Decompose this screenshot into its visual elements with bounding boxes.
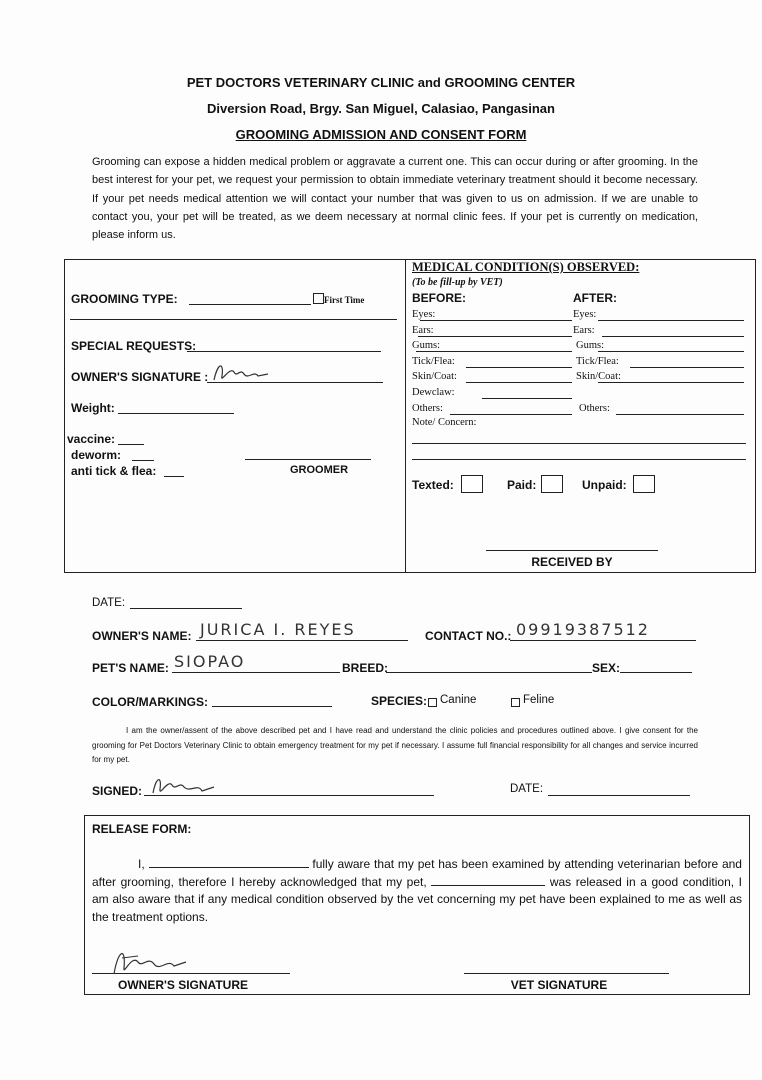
before-item-label: Skin/Coat: xyxy=(412,371,457,383)
before-item-label: Eyes: xyxy=(412,309,436,320)
before-item-field[interactable] xyxy=(418,336,572,337)
intro-paragraph: Grooming can expose a hidden medical problem or aggravate a current one. This can occur during or after grooming. In the best interest for your pet, we request your permission to obtain immediate veterinary treatment should it become necessary. If your pet needs medical attention we will contact your number that was given to us on admission. If we are unable to contact you, your pet will be treated, as we deem necessary at normal clinic fees. If your pet is currently on medication, please inform us. xyxy=(92,156,698,242)
after-item-field[interactable] xyxy=(598,320,744,321)
vaccine-label: vaccine: xyxy=(67,432,116,446)
before-item-field[interactable] xyxy=(450,414,572,415)
panel-divider xyxy=(405,259,406,572)
before-item-field[interactable] xyxy=(466,382,572,383)
before-item-field[interactable] xyxy=(466,367,572,368)
grooming-type-label: GROOMING TYPE: xyxy=(71,292,178,306)
owners-signature-label: OWNER'S SIGNATURE : xyxy=(71,370,209,384)
breed-label: BREED: xyxy=(342,661,389,675)
vet-signature-label: VET SIGNATURE xyxy=(510,978,608,992)
form-title: GROOMING ADMISSION AND CONSENT FORM xyxy=(235,127,527,142)
paid-checkbox[interactable] xyxy=(541,475,563,493)
owner-signature-scribble xyxy=(210,358,272,386)
signed-date-label: DATE: xyxy=(510,783,544,795)
admission-box xyxy=(64,259,756,573)
unpaid-checkbox[interactable] xyxy=(633,475,655,493)
sex-field[interactable] xyxy=(620,672,692,673)
clinic-name: PET DOCTORS VETERINARY CLINIC and GROOMING CENTER xyxy=(186,75,576,90)
received-by-label: RECEIVED BY xyxy=(531,555,613,569)
release-owner-scribble xyxy=(108,944,188,980)
contact-field[interactable] xyxy=(510,640,696,641)
note-concern-label: Note/ Concern: xyxy=(412,417,477,428)
vet-signature-line[interactable] xyxy=(464,973,669,974)
anti-tick-field[interactable] xyxy=(164,476,184,477)
species-label: SPECIES: xyxy=(371,694,428,708)
before-item-field[interactable] xyxy=(416,351,572,352)
after-heading: AFTER: xyxy=(573,291,617,305)
groomer-label: GROOMER xyxy=(289,464,349,476)
sex-label: SEX: xyxy=(592,661,621,675)
release-text-c: was released in a good condition, I am also aware that if any medical condition observed by the vet concerning my pet have been explained to me as well as the treatment options. xyxy=(92,874,742,924)
canine-label: Canine xyxy=(440,694,477,706)
unpaid-label: Unpaid: xyxy=(582,478,627,492)
consent-line-2: I give consent for the grooming for Pet Doctors Veterinary Clinic to obtain emergency treatment for my pet if necessary. I assume full financial responsibility for all changes and service incurred for my pet. xyxy=(92,726,699,764)
breed-field[interactable] xyxy=(386,672,592,673)
consent-paragraph xyxy=(92,724,698,768)
color-markings-field[interactable] xyxy=(212,706,332,707)
before-item-label: Gums: xyxy=(412,340,441,352)
medical-subtitle: (To be fill-up by VET) xyxy=(412,277,503,288)
after-item-label: Tick/Flea: xyxy=(576,355,619,367)
feline-label: Feline xyxy=(523,694,555,706)
owner-name-field[interactable] xyxy=(196,640,408,641)
grooming-type-line-2[interactable] xyxy=(70,319,397,320)
canine-checkbox[interactable] xyxy=(428,698,437,707)
after-item-label: Gums: xyxy=(576,340,605,352)
first-time-label: First Time xyxy=(324,295,365,305)
before-heading: BEFORE: xyxy=(412,291,466,305)
deworm-field[interactable] xyxy=(132,460,154,461)
texted-checkbox[interactable] xyxy=(461,475,483,493)
weight-label: Weight: xyxy=(71,401,115,415)
color-markings-label: COLOR/MARKINGS: xyxy=(92,695,208,709)
groomer-signature-line[interactable] xyxy=(245,459,371,460)
release-name-blank[interactable] xyxy=(149,856,309,868)
release-title: RELEASE FORM: xyxy=(92,822,192,836)
first-time-checkbox[interactable] xyxy=(313,293,324,304)
note-line-2[interactable] xyxy=(412,459,746,460)
after-item-label: Skin/Coat: xyxy=(576,371,621,383)
special-requests-label: SPECIAL REQUESTS: xyxy=(71,339,197,353)
clinic-address: Diversion Road, Brgy. San Miguel, Calasiao, Pangasinan xyxy=(207,101,555,116)
release-owner-signature-label: OWNER'S SIGNATURE xyxy=(118,978,248,992)
deworm-label: deworm: xyxy=(71,448,122,462)
before-item-label: Tick/Flea: xyxy=(412,355,455,367)
release-text-a: I, xyxy=(138,857,145,871)
before-item-label: Dewclaw: xyxy=(412,387,455,398)
signed-date-field[interactable] xyxy=(548,795,690,796)
anti-tick-label: anti tick & flea: xyxy=(71,464,157,478)
weight-field[interactable] xyxy=(118,413,234,414)
note-line-1[interactable] xyxy=(412,443,746,444)
after-item-label: Others: xyxy=(579,402,610,414)
after-item-field[interactable] xyxy=(598,382,744,383)
signed-label: SIGNED: xyxy=(92,784,143,798)
before-item-label: Others: xyxy=(412,402,443,414)
texted-label: Texted: xyxy=(412,478,454,492)
consent-line-1: I am the owner/assent of the above described pet and I have read and understand the clinic policies and procedures outlined above. xyxy=(126,726,617,735)
after-item-field[interactable] xyxy=(616,414,744,415)
after-item-label: Eyes: xyxy=(573,309,597,320)
after-item-field[interactable] xyxy=(630,367,744,368)
owner-name-label: OWNER'S NAME: xyxy=(92,629,192,643)
medical-title: MEDICAL CONDITION(S) OBSERVED: xyxy=(412,260,640,274)
before-item-field[interactable] xyxy=(420,320,572,321)
release-paragraph xyxy=(92,856,742,926)
after-item-label: Ears: xyxy=(573,324,595,336)
feline-checkbox[interactable] xyxy=(511,698,520,707)
release-text-b: fully aware that my pet has been examined by attending veterinarian before and after grooming, therefore I hereby acknowledged that my pet, xyxy=(92,857,742,889)
before-item-field[interactable] xyxy=(482,398,572,399)
grooming-type-field[interactable] xyxy=(189,304,311,305)
signed-scribble xyxy=(150,773,216,799)
pet-name-value: SIOPAO xyxy=(174,652,246,671)
contact-value: 09919387512 xyxy=(516,620,650,639)
after-item-field[interactable] xyxy=(602,336,744,337)
before-item-label: Ears: xyxy=(412,324,434,336)
date-field[interactable] xyxy=(130,608,242,609)
vaccine-field[interactable] xyxy=(118,444,144,445)
release-pet-blank[interactable] xyxy=(431,874,545,886)
received-by-line[interactable] xyxy=(486,550,658,551)
after-item-field[interactable] xyxy=(598,351,744,352)
paid-label: Paid: xyxy=(507,478,537,492)
owner-name-value: JURICA I. REYES xyxy=(200,620,356,639)
special-requests-field[interactable] xyxy=(187,351,381,352)
pet-name-field[interactable] xyxy=(172,672,340,673)
contact-label: CONTACT NO.: xyxy=(425,629,512,643)
date-label: DATE: xyxy=(92,597,126,609)
pet-name-label: PET'S NAME: xyxy=(92,661,169,675)
